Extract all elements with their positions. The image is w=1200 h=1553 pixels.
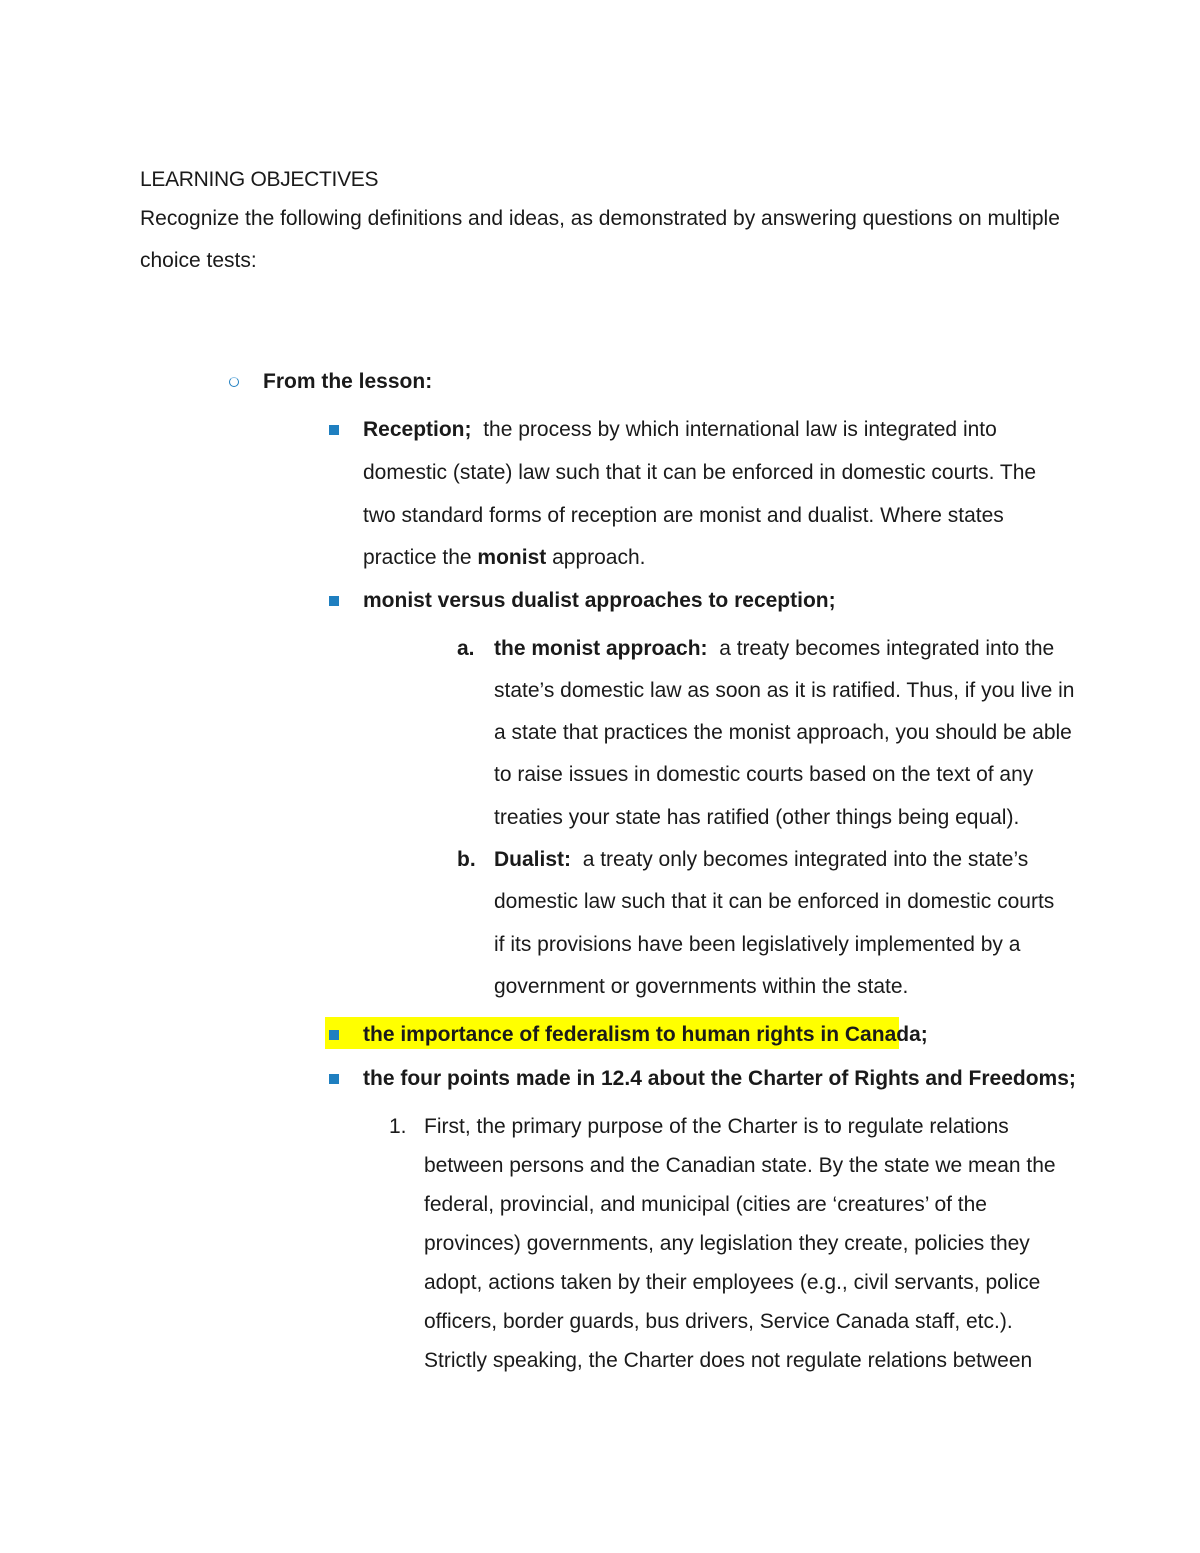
reception-last-suffix: approach. <box>546 546 646 569</box>
monist-term: the monist approach: <box>494 637 708 660</box>
intro-line: Recognize the following definitions and ideas, as demonstrated by answering questions on multiple <box>140 207 1060 230</box>
reception-line: two standard forms of reception are monist and dualist. Where states <box>363 504 1004 527</box>
dualist-term: Dualist: <box>494 848 572 871</box>
numbered-line: provinces) governments, any legislation they create, policies they <box>424 1232 1030 1255</box>
monist-line: treaties your state has ratified (other things being equal). <box>494 806 1020 829</box>
section-heading: LEARNING OBJECTIVES <box>140 168 379 191</box>
square-bullet-icon <box>329 1030 339 1040</box>
numbered-marker: 1. <box>389 1115 407 1138</box>
circle-bullet-icon <box>229 377 239 387</box>
reception-last-bold: monist <box>477 546 547 569</box>
sub-item-marker: b. <box>457 848 476 871</box>
monist-line: a state that practices the monist approach, you should be able <box>494 721 1072 744</box>
monist-dualist-heading: monist versus dualist approaches to reception; <box>363 589 836 612</box>
dualist-text: a treaty only becomes integrated into the state’s <box>582 848 1029 871</box>
reception-line <box>363 544 646 572</box>
square-bullet-icon <box>329 1074 339 1084</box>
reception-text: the process by which international law is integrated into <box>483 418 997 441</box>
square-bullet-icon <box>329 596 339 606</box>
numbered-line: officers, border guards, bus drivers, Service Canada staff, etc.). <box>424 1310 1013 1333</box>
sub-item-monist <box>494 635 1054 663</box>
sub-item-dualist <box>494 846 1028 874</box>
reception-term: Reception; <box>363 418 472 441</box>
reception-last-prefix: practice the <box>363 546 478 569</box>
reception-item <box>363 416 997 444</box>
sub-item-marker: a. <box>457 637 475 660</box>
monist-line: to raise issues in domestic courts based on the text of any <box>494 763 1034 786</box>
numbered-line: federal, provincial, and municipal (cities are ‘creatures’ of the <box>424 1193 987 1216</box>
charter-item: the four points made in 12.4 about the Charter of Rights and Freedoms; <box>363 1067 1076 1090</box>
monist-line: state’s domestic law as soon as it is ratified. Thus, if you live in <box>494 679 1075 702</box>
numbered-line: Strictly speaking, the Charter does not regulate relations between <box>424 1349 1033 1372</box>
numbered-line: First, the primary purpose of the Charter is to regulate relations <box>424 1115 1009 1138</box>
square-bullet-icon <box>329 425 339 435</box>
intro-line: choice tests: <box>140 249 257 272</box>
dualist-line: government or governments within the state. <box>494 975 909 998</box>
numbered-line: between persons and the Canadian state. By the state we mean the <box>424 1154 1056 1177</box>
from-lesson-label: From the lesson: <box>263 370 433 393</box>
numbered-line: adopt, actions taken by their employees (e.g., civil servants, police <box>424 1271 1041 1294</box>
federalism-item: the importance of federalism to human rights in Canada; <box>363 1023 928 1046</box>
monist-text: a treaty becomes integrated into the <box>719 637 1055 660</box>
reception-line: domestic (state) law such that it can be enforced in domestic courts. The <box>363 461 1037 484</box>
dualist-line: if its provisions have been legislatively implemented by a <box>494 933 1021 956</box>
dualist-line: domestic law such that it can be enforced in domestic courts <box>494 890 1055 913</box>
